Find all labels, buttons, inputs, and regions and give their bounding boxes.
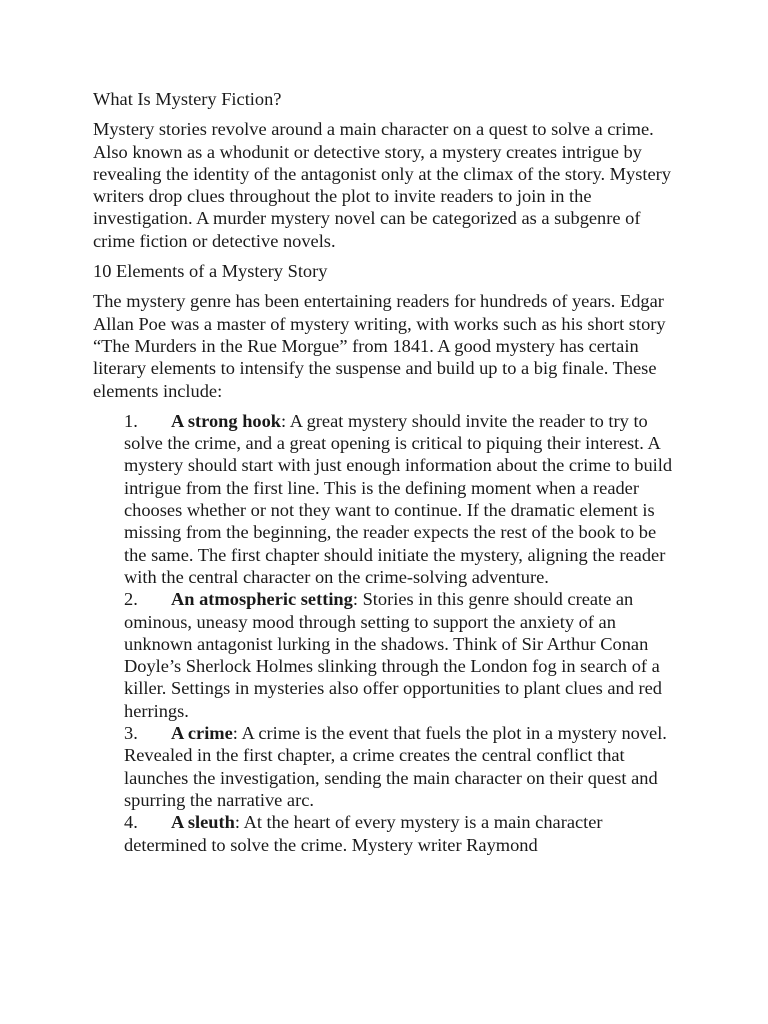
page-content (93, 88, 683, 856)
list-item-term: A crime (171, 723, 233, 744)
list-item-number: 2. (124, 589, 138, 610)
list-item (124, 722, 683, 811)
list-item-number: 1. (124, 410, 138, 431)
list-item-term: A strong hook (171, 410, 282, 431)
list-item-number: 3. (124, 723, 138, 744)
list-item-text: : A crime is the event that fuels the plot in a mystery novel. Revealed in the first chapter, a crime creates the central conflict that launches the investigation, sending the main character on their quest and spurring the narrative arc. (124, 723, 667, 810)
list-item (124, 410, 683, 588)
list-item-term: A sleuth (171, 812, 235, 833)
section-heading-elements: 10 Elements of a Mystery Story (93, 261, 328, 282)
list-item-text: : A great mystery should invite the reader to try to solve the crime, and a great opening is critical to piquing their interest. A mystery should start with just enough information about the crime to build intrigue from the first line. This is the defining moment when a reader chooses whether or not they want to continue. If the dramatic element is missing from the beginning, the reader expects the rest of the book to be the same. The first chapter should initiate the mystery, aligning the reader with the central character on the crime-solving adventure. (124, 410, 673, 587)
list-item (124, 811, 683, 856)
elements-intro-paragraph: The mystery genre has been entertaining readers for hundreds of years. Edgar Allan Poe was a master of mystery writing, with works such as his short story “The Murders in the Rue Morgue” from 1841. A good mystery has certain literary elements to intensify the suspense and build up to a big finale. These elements include: (93, 291, 666, 401)
elements-list (93, 410, 683, 856)
list-item-number: 4. (124, 812, 138, 833)
list-item-term: An atmospheric setting (171, 589, 353, 610)
intro-paragraph: Mystery stories revolve around a main character on a quest to solve a crime. Also known as a whodunit or detective story, a mystery creates intrigue by revealing the identity of the antagonist only at the climax of the story. Mystery writers drop clues throughout the plot to invite readers to join in the investigation. A murder mystery novel can be categorized as a subgenre of crime fiction or detective novels. (93, 119, 671, 251)
list-item-text: : At the heart of every mystery is a main character determined to solve the crime. Mystery writer Raymond (124, 812, 603, 855)
section-heading-what-is-mystery: What Is Mystery Fiction? (93, 89, 282, 109)
list-item (124, 588, 683, 722)
list-item-text: : Stories in this genre should create an ominous, uneasy mood through setting to support the anxiety of an unknown antagonist lurking in the shadows. Think of Sir Arthur Conan Doyle’s Sherlock Holmes slinking through the London fog in search of a killer. Settings in mysteries also offer opportunities to plant clues and red herrings. (124, 589, 662, 721)
